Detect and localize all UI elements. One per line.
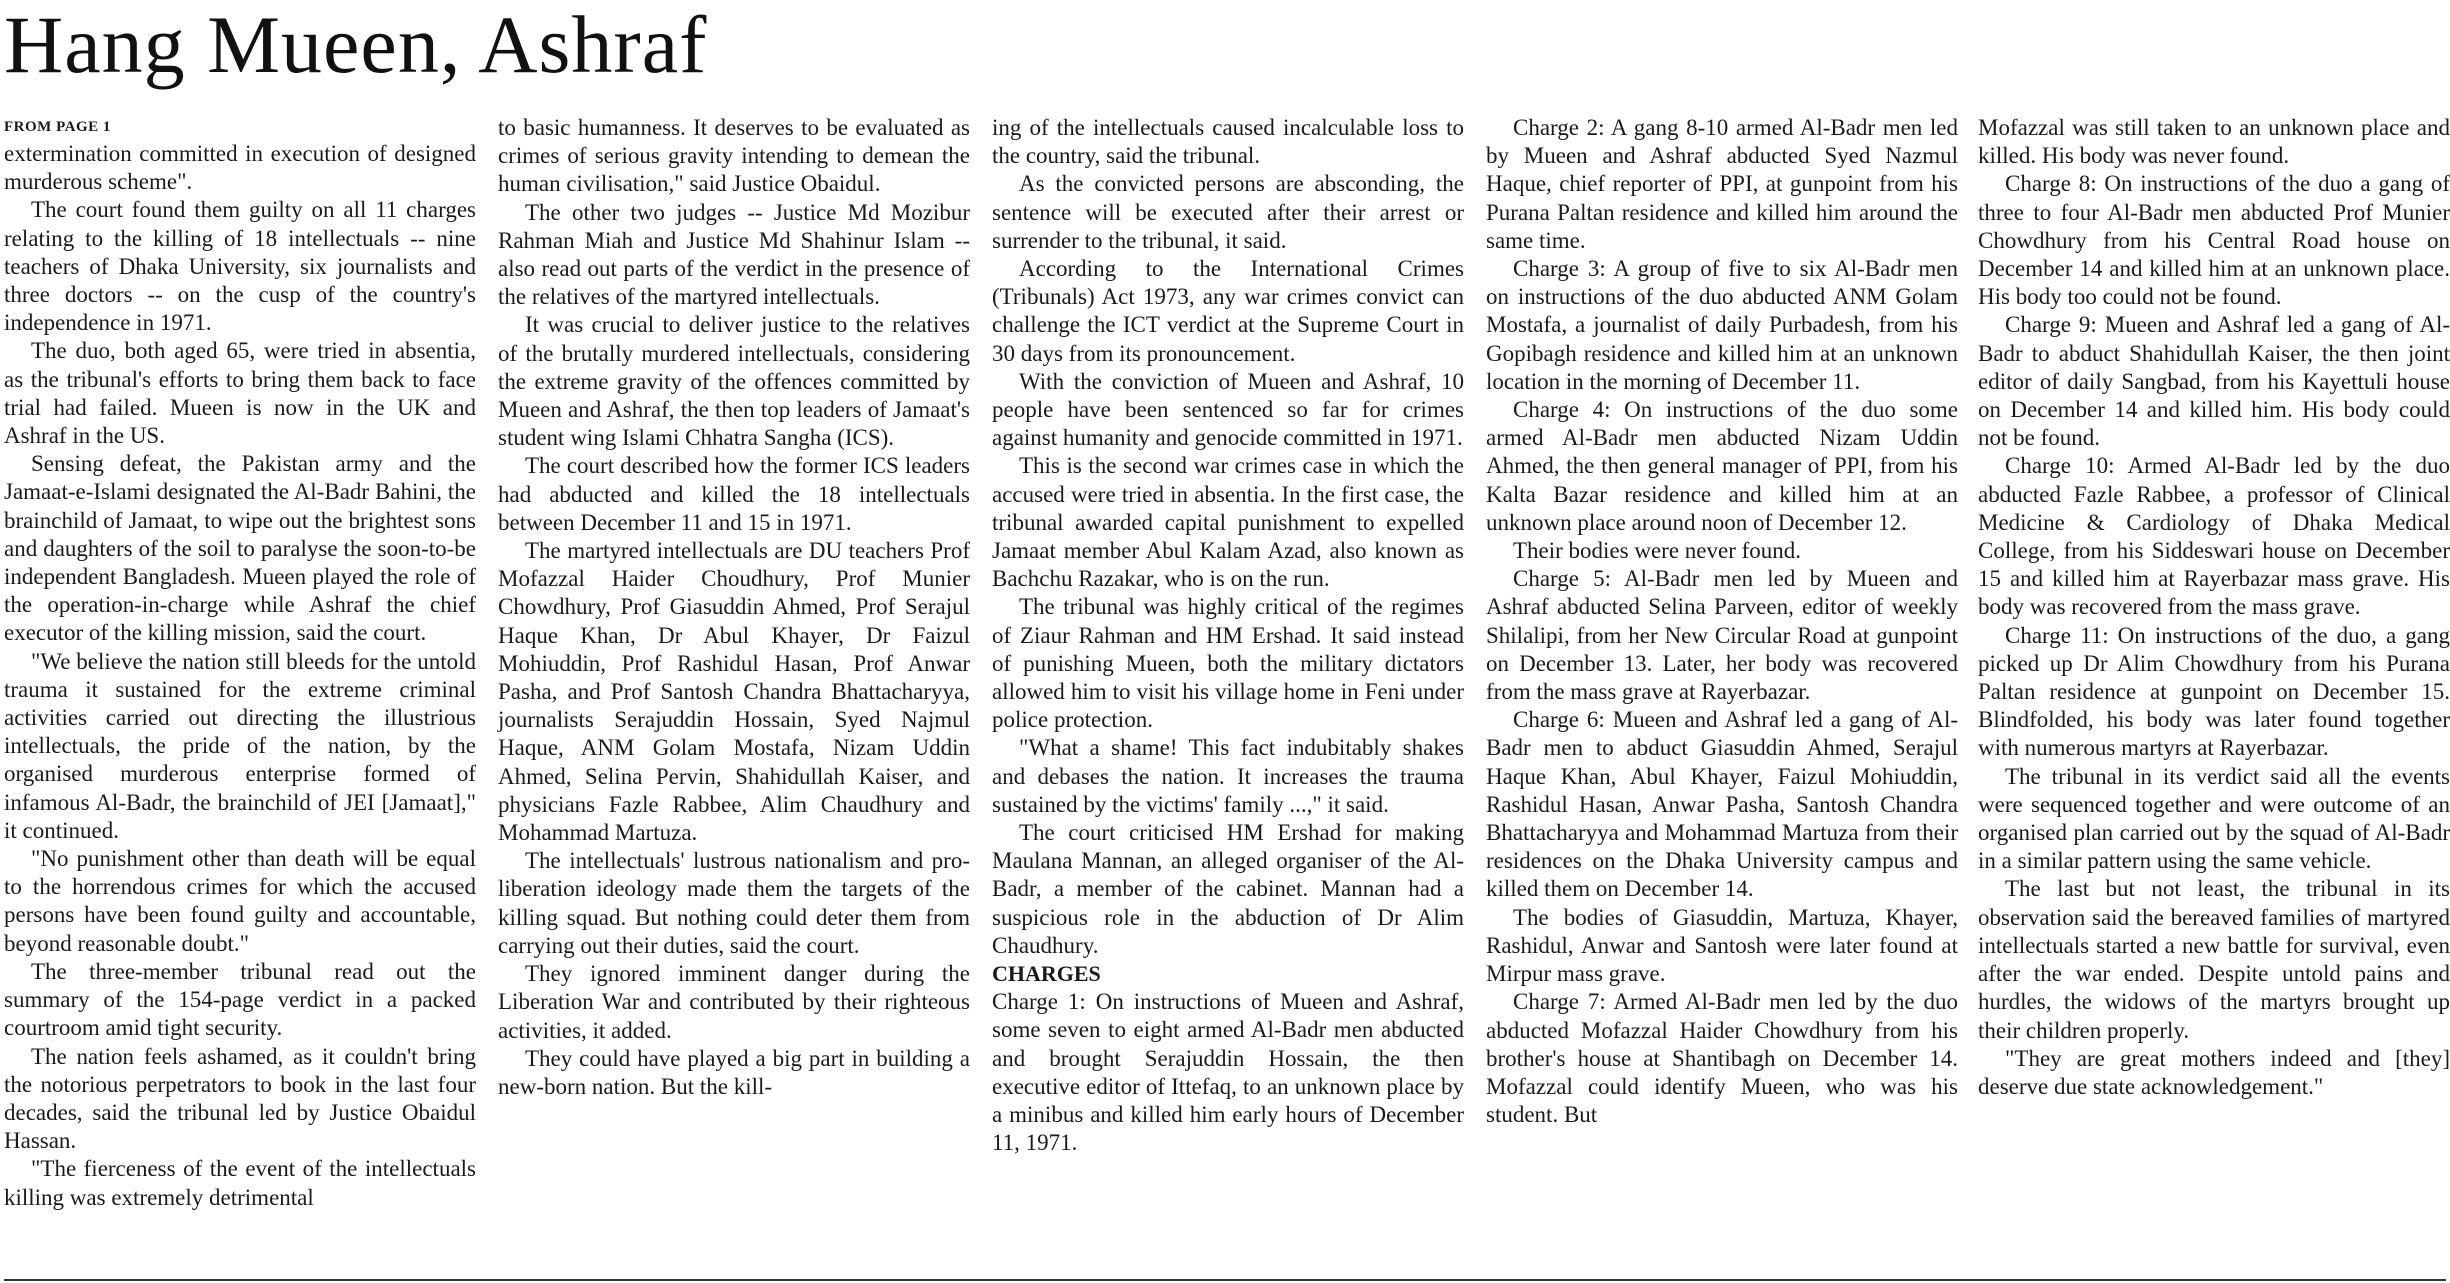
paragraph: Charge 7: Armed Al-Badr men led by the duo abducted Mofazzal Haider Chowdhury from his brother's house at Shantibagh on December 14. Mofazzal could identify Mueen, who was his student. But	[1486, 989, 1958, 1128]
paragraph: Charge 5: Al-Badr men led by Mueen and Ashraf abducted Selina Parveen, editor of weekly Shilalipi, from her New Circular Road at gunpoint on December 13. Later, her body was recovered from the mass grave at Rayerbazar.	[1486, 566, 1958, 705]
paragraph: With the conviction of Mueen and Ashraf, 10 people have been sentenced so far for crimes against humanity and genocide committed in 1971.	[992, 368, 1464, 451]
paragraph: The martyred intellectuals are DU teachers Prof Mofazzal Haider Choudhury, Prof Munier Chowdhury, Prof Giasuddin Ahmed, Prof Serajul Haque Khan, Dr Abul Khayer, Dr Faizul Mohiuddin, Prof Rashidul Hasan, Prof Anwar Pasha, and Prof Santosh Chandra Bhattacharyya, journalists Serajuddin Hossain, Syed Najmul Haque, ANM Golam Mostafa, Nizam Uddin Ahmed, Selina Pervin, Shahidullah Kaiser, and physicians Fazle Rabbee, Alim Chaudhury and Mohammad Martuza.	[498, 538, 970, 846]
paragraph: They ignored imminent danger during the Liberation War and contributed by their righteous activities, it added.	[498, 961, 970, 1043]
paragraph: Charge 11: On instructions of the duo, a gang picked up Dr Alim Chowdhury from his Purana Paltan residence at gunpoint on December 15. Blindfolded, his body was later found together with numerous martyrs at Rayerbazar.	[1978, 622, 2450, 761]
bottom-rule	[4, 1279, 2446, 1281]
paragraph: According to the International Crimes (Tribunals) Act 1973, any war crimes convict can challenge the ICT verdict at the Supreme Court in 30 days from its pronouncement.	[992, 256, 1464, 366]
column-2	[498, 114, 970, 1101]
paragraph: The court described how the former ICS leaders had abducted and killed the 18 intellectuals between December 11 and 15 in 1971.	[498, 453, 970, 535]
paragraph: Charge 3: A group of five to six Al-Badr men on instructions of the duo abducted ANM Golam Mostafa, a journalist of daily Purbadesh, from his Gopibagh residence and killed him at an unknown location in the morning of December 11.	[1486, 256, 1958, 394]
headline: Hang Mueen, Ashraf	[4, 0, 708, 90]
paragraph: They could have played a big part in building a new-born nation. But the kill-	[498, 1045, 970, 1099]
paragraph: It was crucial to deliver justice to the relatives of the brutally murdered intellectuals, considering the extreme gravity of the offences committed by Mueen and Ashraf, the then top leaders of Jamaat's student wing Islami Chhatra Sangha (ICS).	[498, 312, 970, 451]
paragraph: "We believe the nation still bleeds for the untold trauma it sustained for the extreme criminal activities carried out directing the illustrious intellectuals, the pride of the nation, by the organised murderous enterprise formed of infamous Al-Badr, the brainchild of JEI [Jamaat]," it continued.	[4, 648, 476, 843]
paragraph: Their bodies were never found.	[1513, 538, 1802, 564]
paragraph: The nation feels ashamed, as it couldn't bring the notorious perpetrators to book in the last four decades, said the tribunal led by Justice Obaidul Hassan.	[4, 1043, 476, 1154]
from-page-label: FROM PAGE 1	[4, 119, 111, 135]
paragraph: The three-member tribunal read out the summary of the 154-page verdict in a packed courtroom amid tight security.	[4, 958, 476, 1041]
paragraph: The duo, both aged 65, were tried in absentia, as the tribunal's efforts to bring them back to face trial had failed. Mueen is now in the UK and Ashraf in the US.	[4, 338, 476, 449]
paragraph: Charge 9: Mueen and Ashraf led a gang of Al-Badr to abduct Shahidullah Kaiser, the then joint editor of daily Sangbad, from his Kayettuli house on December 14 and killed him. His body could not be found.	[1978, 312, 2450, 451]
paragraph: Charge 2: A gang 8-10 armed Al-Badr men led by Mueen and Ashraf abducted Syed Nazmul Haque, chief reporter of PPI, at gunpoint from his Purana Paltan residence and killed him around the same time.	[1486, 115, 1958, 253]
paragraph: The court found them guilty on all 11 charges relating to the killing of 18 intellectuals -- nine teachers of Dhaka University, six journalists and three doctors -- on the cusp of the country's independence in 1971.	[4, 197, 476, 336]
column-1	[4, 114, 476, 1212]
paragraph: The tribunal was highly critical of the regimes of Ziaur Rahman and HM Ershad. It said instead of punishing Mueen, both the military dictators allowed him to visit his village home in Feni under police protection.	[992, 594, 1464, 733]
paragraph: "What a shame! This fact indubitably shakes and debases the nation. It increases the trauma sustained by the victims' family ...," it said.	[992, 735, 1464, 817]
paragraph: "They are great mothers indeed and [they] deserve due state acknowledgement."	[1978, 1045, 2450, 1099]
paragraph: The bodies of Giasuddin, Martuza, Khayer, Rashidul, Anwar and Santosh were later found at Mirpur mass grave.	[1486, 904, 1958, 987]
paragraph: Charge 6: Mueen and Ashraf led a gang of Al-Badr men to abduct Giasuddin Ahmed, Serajul Haque Khan, Abul Khayer, Faizul Mohiuddin, Rashidul Hasan, Anwar Pasha, Santosh Chandra Bhattacharyya and Mohammad Martuza from their residences on the Dhaka University campus and killed them on December 14.	[1486, 707, 1958, 902]
column-4	[1486, 114, 1958, 1129]
paragraph: "The fierceness of the event of the intellectuals killing was extremely detrimental	[4, 1156, 476, 1210]
paragraph: Sensing defeat, the Pakistan army and the Jamaat-e-Islami designated the Al-Badr Bahini, the brainchild of Jamaat, to wipe out the brightest sons and daughters of the soil to paralyse the soon-to-be independent Bangladesh. Mueen played the role of the operation-in-charge while Ashraf the chief executor of the killing mission, said the court.	[4, 451, 476, 646]
charges-heading: CHARGES	[992, 961, 1101, 987]
paragraph: Charge 1: On instructions of Mueen and Ashraf, some seven to eight armed Al-Badr men abducted and brought Serajuddin Hossain, the then executive editor of Ittefaq, to an unknown place by a minibus and killed him early hours of December 11, 1971.	[992, 989, 1464, 1156]
paragraph: As the convicted persons are absconding, the sentence will be executed after their arrest or surrender to the tribunal, it said.	[992, 171, 1464, 253]
paragraph: Charge 10: Armed Al-Badr led by the duo abducted Fazle Rabbee, a professor of Clinical Medicine & Cardiology of Dhaka Medical College, from his Siddeswari house on December 15 and killed him at Rayerbazar mass grave. His body was recovered from the mass grave.	[1978, 453, 2450, 620]
paragraph: This is the second war crimes case in which the accused were tried in absentia. In the first case, the tribunal awarded capital punishment to expelled Jamaat member Abul Kalam Azad, also known as Bachchu Razakar, who is on the run.	[992, 453, 1464, 592]
paragraph: The other two judges -- Justice Md Mozibur Rahman Miah and Justice Md Shahinur Islam -- also read out parts of the verdict in the presence of the relatives of the martyred intellectuals.	[498, 199, 970, 310]
paragraph: to basic humanness. It deserves to be evaluated as crimes of serious gravity intending to demean the human civilisation," said Justice Obaidul.	[498, 115, 970, 197]
paragraph: The tribunal in its verdict said all the events were sequenced together and were outcome of an organised plan carried out by the squad of Al-Badr in a similar pattern using the same vehicle.	[1978, 763, 2450, 874]
paragraph: The court criticised HM Ershad for making Maulana Mannan, an alleged organiser of the Al-Badr, a member of the cabinet. Mannan had a suspicious role in the abduction of Dr Alim Chaudhury.	[992, 820, 1464, 958]
paragraph: Mofazzal was still taken to an unknown place and killed. His body was never found.	[1978, 115, 2450, 169]
paragraph: Charge 8: On instructions of the duo a gang of three to four Al-Badr men abducted Prof Munier Chowdhury from his Central Road house on December 14 and killed him at an unknown place. His body too could not be found.	[1978, 171, 2450, 310]
column-5	[1978, 114, 2450, 1101]
paragraph: The intellectuals' lustrous nationalism and pro-liberation ideology made them the targets of the killing squad. But nothing could deter them from carrying out their duties, said the court.	[498, 848, 970, 958]
paragraph: extermination committed in execution of designed murderous scheme".	[4, 141, 476, 195]
paragraph: ing of the intellectuals caused incalculable loss to the country, said the tribunal.	[992, 115, 1464, 169]
column-3	[992, 114, 1464, 1157]
paragraph: The last but not least, the tribunal in its observation said the bereaved families of martyred intellectuals started a new battle for survival, even after the war ended. Despite untold pains and hurdles, the widows of the martyrs brought up their children properly.	[1978, 876, 2450, 1043]
paragraph: Charge 4: On instructions of the duo some armed Al-Badr men abducted Nizam Uddin Ahmed, the then general manager of PPI, from his Kalta Bazar residence and killed him at an unknown place around noon of December 12.	[1486, 397, 1958, 535]
paragraph: "No punishment other than death will be equal to the horrendous crimes for which the accused persons have been found guilty and accountable, beyond reasonable doubt."	[4, 846, 476, 956]
